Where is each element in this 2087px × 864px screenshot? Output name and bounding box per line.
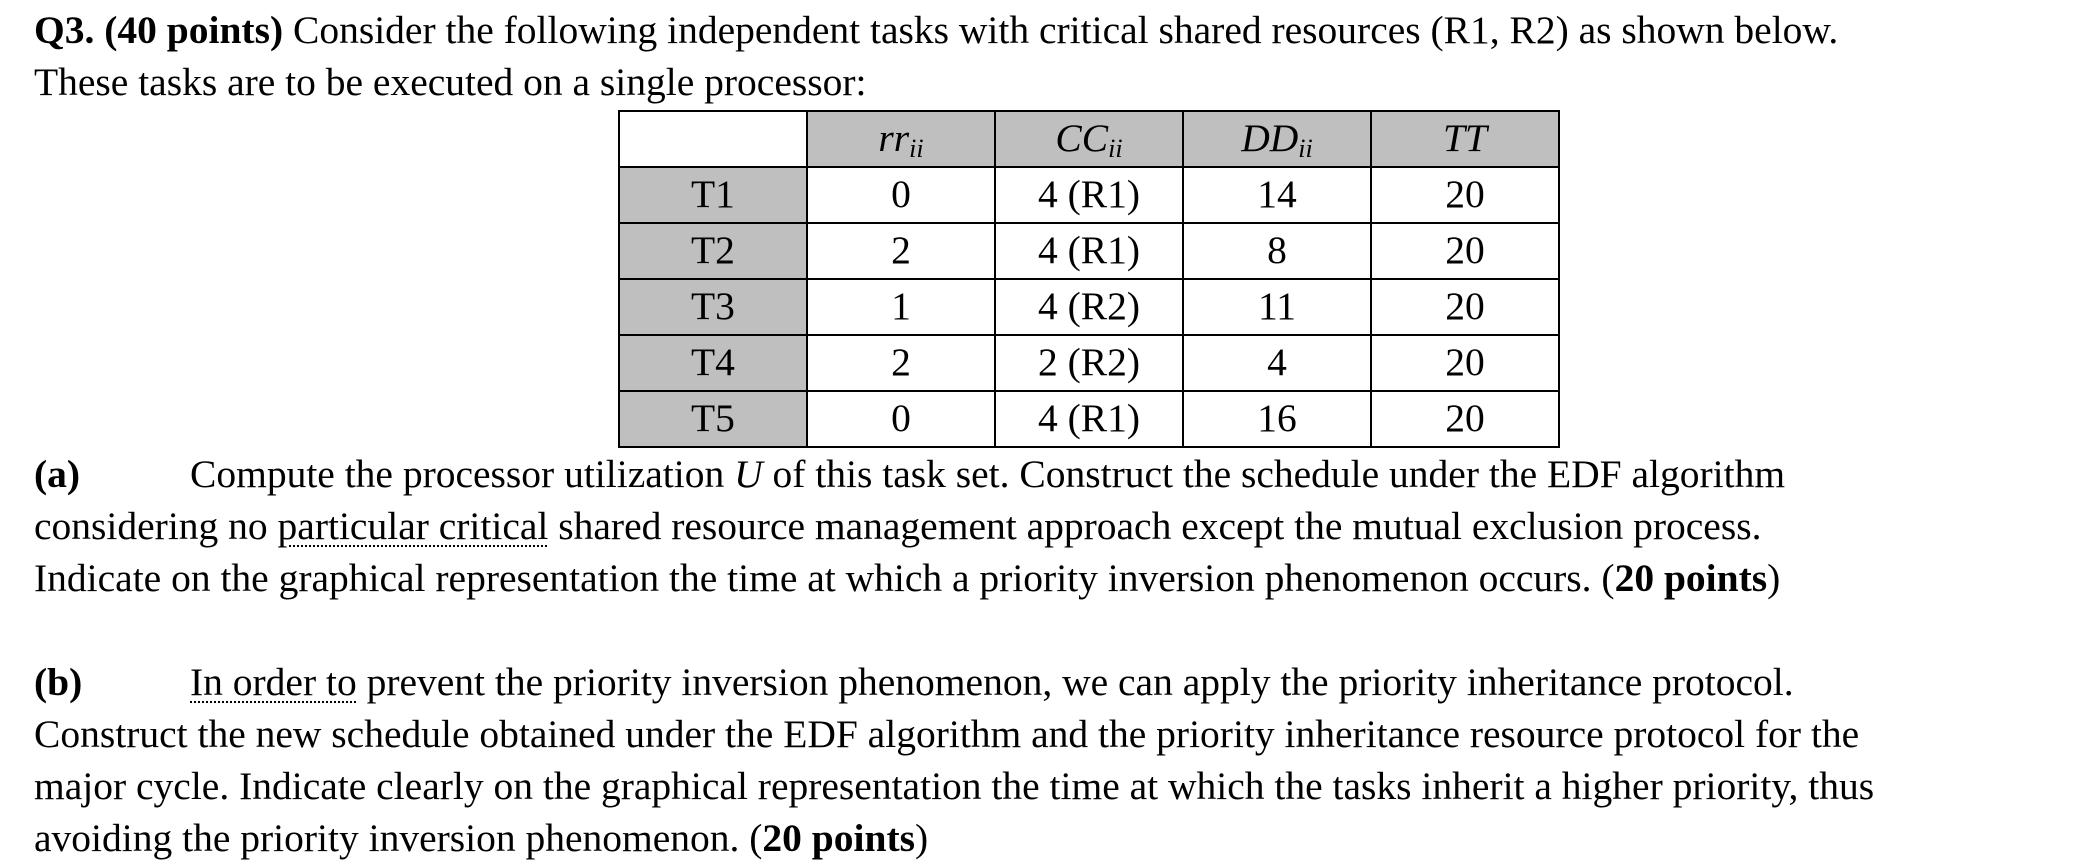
table-row bbox=[619, 279, 1559, 335]
part-a-line3: Indicate on the graphical representation the time at which a priority inversion phenomenon occurs. (20 points) bbox=[34, 556, 1781, 600]
task-name-cell: T5 bbox=[619, 391, 807, 447]
period-cell: 20 bbox=[1371, 223, 1559, 279]
task-name-cell: T4 bbox=[619, 335, 807, 391]
header-corner-cell bbox=[619, 111, 807, 167]
release-cell: 2 bbox=[807, 335, 995, 391]
part-b-line1: (b) In order to prevent the priority inversion phenomenon, we can apply the priority inheritance protocol. bbox=[34, 656, 1794, 708]
part-a-points: 20 points bbox=[1614, 556, 1768, 600]
table-row bbox=[619, 167, 1559, 223]
period-cell: 20 bbox=[1371, 167, 1559, 223]
header-period: TT bbox=[1371, 111, 1559, 167]
table-row bbox=[619, 223, 1559, 279]
header-computation-time: $CC_{ii}$ bbox=[995, 111, 1183, 167]
part-b-line3: major cycle. Indicate clearly on the graphical representation the time at which the tasks inherit a higher priority, thus bbox=[34, 764, 1875, 808]
computation-cell: 4 (R1) bbox=[995, 223, 1183, 279]
task-name-cell: T1 bbox=[619, 167, 807, 223]
period-cell: 20 bbox=[1371, 391, 1559, 447]
deadline-cell: 14 bbox=[1183, 167, 1371, 223]
part-a-line1: (a) Compute the processor utilization U of this task set. Construct the schedule under the EDF algorithm bbox=[34, 448, 1785, 500]
release-cell: 2 bbox=[807, 223, 995, 279]
computation-cell: 4 (R1) bbox=[995, 391, 1183, 447]
task-table bbox=[618, 110, 1560, 448]
question-header-line bbox=[34, 4, 1838, 56]
computation-cell: 4 (R1) bbox=[995, 167, 1183, 223]
period-cell: 20 bbox=[1371, 279, 1559, 335]
header-deadline: $DD_{ii}$ bbox=[1183, 111, 1371, 167]
question-intro-line1: Consider the following independent tasks with critical shared resources (R1, R2) as shown below. bbox=[292, 8, 1839, 52]
part-b-points: 20 points bbox=[762, 816, 915, 860]
table-row bbox=[619, 335, 1559, 391]
period-cell: 20 bbox=[1371, 335, 1559, 391]
task-name-cell: T3 bbox=[619, 279, 807, 335]
release-cell: 1 bbox=[807, 279, 995, 335]
computation-cell: 2 (R2) bbox=[995, 335, 1183, 391]
utilization-variable: U bbox=[734, 452, 763, 496]
part-a-label: (a) bbox=[34, 452, 81, 496]
header-release-time: $rr_{ii}$ bbox=[807, 111, 995, 167]
question-number: Q3. bbox=[34, 8, 95, 52]
computation-cell: 4 (R2) bbox=[995, 279, 1183, 335]
release-cell: 0 bbox=[807, 391, 995, 447]
part-b-line2: Construct the new schedule obtained under the EDF algorithm and the priority inheritance resource protocol for the bbox=[34, 712, 1860, 756]
release-cell: 0 bbox=[807, 167, 995, 223]
deadline-cell: 4 bbox=[1183, 335, 1371, 391]
table-row bbox=[619, 391, 1559, 447]
question-intro-line2: These tasks are to be executed on a single processor: bbox=[34, 60, 867, 104]
part-b-line4: avoiding the priority inversion phenomenon. (20 points) bbox=[34, 816, 929, 860]
question-points: (40 points) bbox=[104, 8, 284, 52]
deadline-cell: 8 bbox=[1183, 223, 1371, 279]
part-a-line2: considering no particular critical shared resource management approach except the mutual exclusion process. bbox=[34, 504, 1762, 548]
deadline-cell: 11 bbox=[1183, 279, 1371, 335]
task-table-header-row bbox=[619, 111, 1559, 167]
part-b-label: (b) bbox=[34, 660, 83, 704]
task-name-cell: T2 bbox=[619, 223, 807, 279]
deadline-cell: 16 bbox=[1183, 391, 1371, 447]
